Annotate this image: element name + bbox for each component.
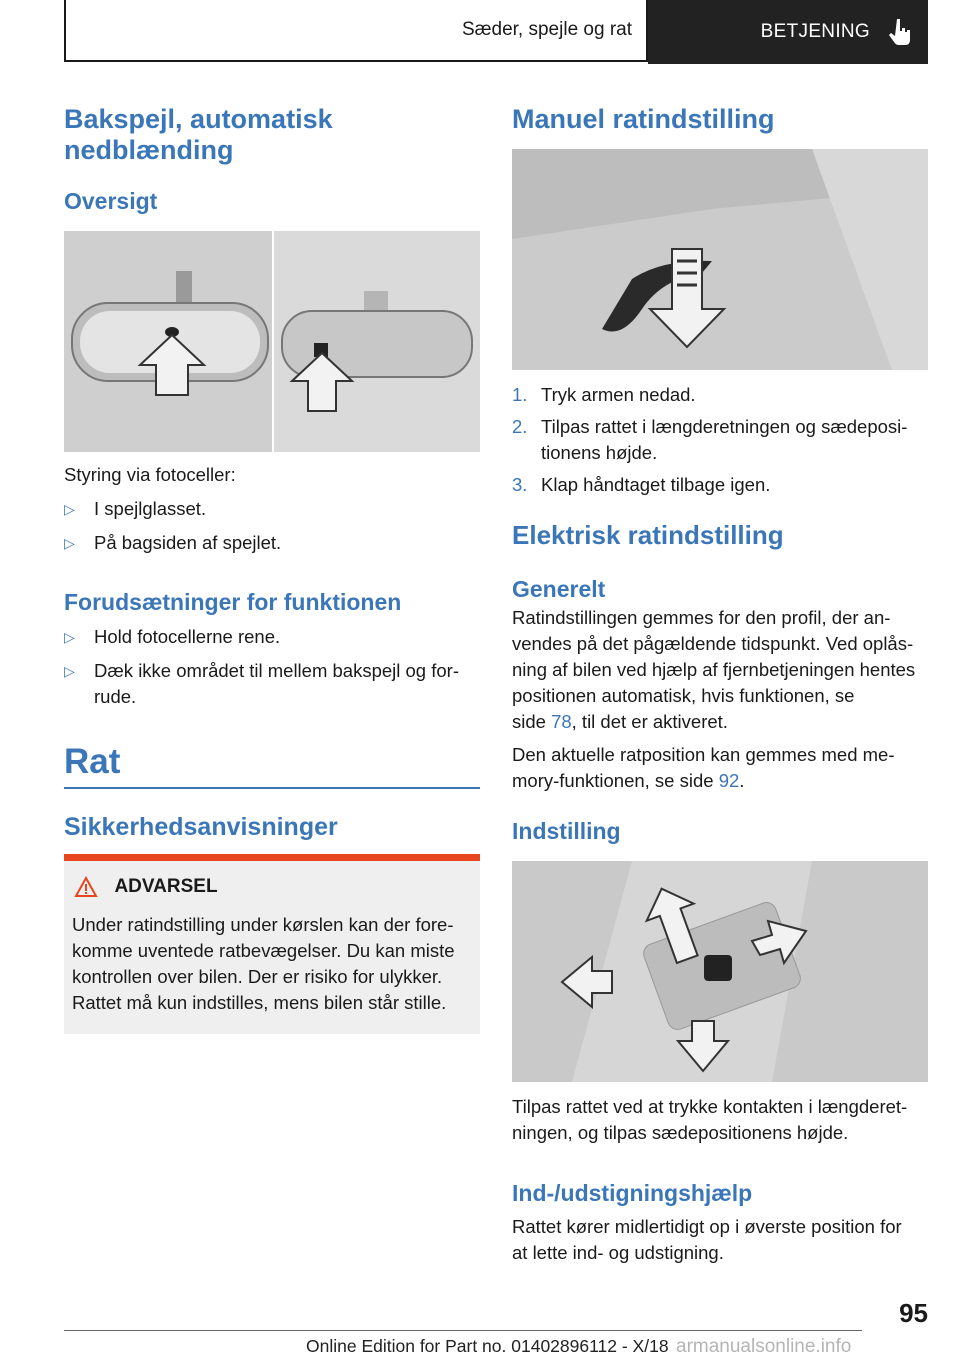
triangle-bullet-icon: ▷ xyxy=(64,501,75,517)
page-header xyxy=(64,0,928,64)
general-text: Ratindstillingen gemmes for den profil, der an- vendes på det pågældende tidspunkt. Ved oplås- ning af bilen ved hjælp af fjernbetjeningen hentes positionen automatisk, hvis funktionen, se side 78, til det er aktiveret. xyxy=(512,605,915,735)
electric-title: Elektrisk ratindstilling xyxy=(512,520,784,550)
lever-figure xyxy=(512,149,928,370)
hand-pointer-icon xyxy=(888,17,914,47)
switch-figure xyxy=(512,861,928,1082)
mirror-figure xyxy=(64,231,480,452)
watermark: armanualsonline.info xyxy=(676,1336,852,1357)
section-title: Sæder, spejle og rat xyxy=(64,0,648,62)
warning-box xyxy=(64,854,480,1034)
general-heading: Generelt xyxy=(512,576,606,602)
setting-text: Tilpas rattet ved at trykke kontakten i længderet- ningen, og tilpas sædepositionens højde. xyxy=(512,1096,908,1143)
easy-entry-heading: Ind-/udstigningshjælp xyxy=(512,1180,753,1206)
rat-divider xyxy=(64,787,480,789)
chapter-title: BETJENING xyxy=(760,21,870,42)
photocells-intro: Styring via fotoceller: xyxy=(64,464,236,485)
warning-bar xyxy=(64,854,480,861)
safety-heading: Sikkerhedsanvisninger xyxy=(64,813,338,841)
mirror-title: Bakspejl, automatisk nedblænding xyxy=(64,104,333,165)
setting-heading: Indstilling xyxy=(512,818,621,844)
triangle-bullet-icon: ▷ xyxy=(64,629,75,645)
memory-text: Den aktuelle ratposition kan gemmes med me- mory-funktionen, se side 92. xyxy=(512,744,895,791)
prereq-heading: Forudsætninger for funktionen xyxy=(64,589,402,615)
warning-triangle-icon xyxy=(74,876,98,898)
overview-heading: Oversigt xyxy=(64,188,158,214)
footer-rule xyxy=(64,1330,862,1331)
warning-header xyxy=(74,876,218,898)
triangle-bullet-icon: ▷ xyxy=(64,535,75,551)
warning-label: ADVARSEL xyxy=(114,876,218,897)
manual-title: Manuel ratindstilling xyxy=(512,104,775,134)
warning-text: Under ratindstilling under kørslen kan der fore- komme uventede ratbevægelser. Du kan miste kontrollen over bilen. Der er risiko for ulykker. Rattet må kun indstilles, mens bilen står stille. xyxy=(72,914,455,1013)
triangle-bullet-icon: ▷ xyxy=(64,663,75,679)
list-item: ▷ Dæk ikke området til mellem bakspejl og for- rude. xyxy=(64,660,459,707)
page-number: 95 xyxy=(899,1298,928,1328)
chapter-tab xyxy=(648,0,928,64)
rat-title: Rat xyxy=(64,742,121,781)
page-link-78[interactable]: 78 xyxy=(551,711,572,732)
footer-edition: Online Edition for Part no. 01402896112 - X/18 xyxy=(306,1336,669,1356)
general-side-line: side 78, til det er aktiveret. xyxy=(512,711,728,732)
easy-entry-text: Rattet kører midlertidigt op i øverste position for at lette ind- og udstigning. xyxy=(512,1216,902,1263)
page-link-92[interactable]: 92 xyxy=(718,770,740,791)
